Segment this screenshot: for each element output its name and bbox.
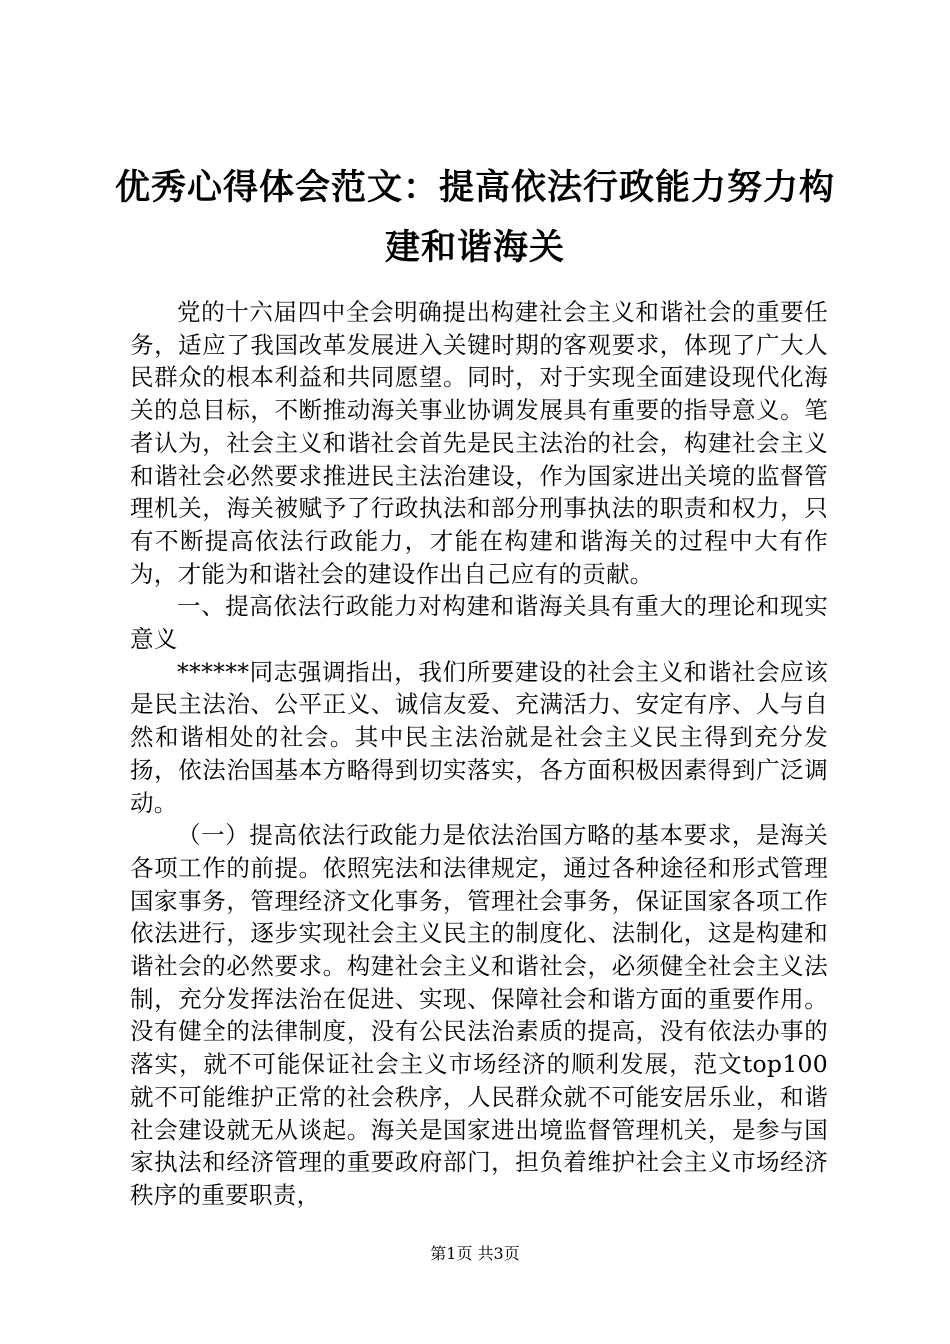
page-number-footer: 第1页 共3页	[430, 1244, 520, 1263]
section-heading-1: 一、提高依法行政能力对构建和谐海关具有重大的理论和现实意义	[130, 592, 828, 654]
paragraph-subsection-1: （一）提高依法行政能力是依法治国方略的基本要求，是海关各项工作的前提。依照宪法和法律规定，通过各种途径和形式管理国家事务，管理经济文化事务，管理社会事务，保证国家各项工作依法进行，逐步实现社会主义民主的制度化、法制化，这是构建和谐社会的必然要求。构建社会主义和谐社会，必须健全社会主义法制，充分发挥法治在促进、实现、保障社会和谐方面的重要作用。没有健全的法律制度，没有公民法治素质的提高，没有依法办事的落实，就不可能保证社会主义市场经济的顺利发展，范文top100就不可能维护正常的社会秩序，人民群众就不可能安居乐业，和谐社会建设就无从谈起。海关是国家进出境监督管理机关，是参与国家执法和经济管理的重要政府部门，担负着维护社会主义市场经济秩序的重要职责，	[130, 821, 828, 1209]
document-title: 优秀心得体会范文：提高依法行政能力努力构建和谐海关	[114, 168, 835, 268]
document-body	[130, 296, 828, 1212]
paragraph-intro: 党的十六届四中全会明确提出构建社会主义和谐社会的重要任务，适应了我国改革发展进入关键时期的客观要求，体现了广大人民群众的根本利益和共同愿望。同时，对于实现全面建设现代化海关的总目标，不断推动海关事业协调发展具有重要的指导意义。笔者认为，社会主义和谐社会首先是民主法治的社会，构建社会主义和谐社会必然要求推进民主法治建设，作为国家进出关境的监督管理机关，海关被赋予了行政执法和部分刑事执法的职责和权力，只有不断提高依法行政能力，才能在构建和谐海关的过程中大有作为，才能为和谐社会的建设作出自己应有的贡献。	[130, 298, 828, 588]
paragraph-quote: ******同志强调指出，我们所要建设的社会主义和谐社会应该是民主法治、公平正义、诚信友爱、充满活力、安定有序、人与自然和谐相处的社会。其中民主法治就是社会主义民主得到充分发扬，依法治国基本方略得到切实落实，各方面积极因素得到广泛调动。	[130, 657, 828, 817]
